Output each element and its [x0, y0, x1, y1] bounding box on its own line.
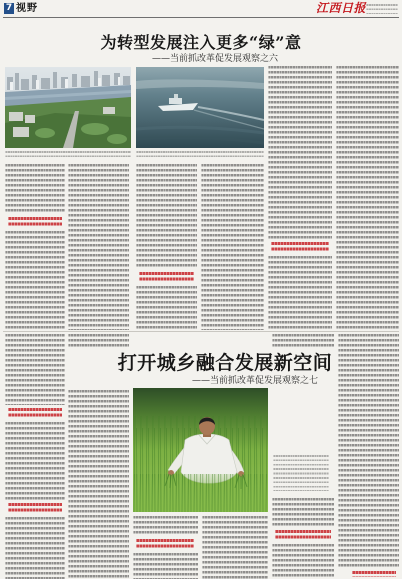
- section-subhead: [8, 503, 62, 514]
- body-text: [202, 516, 268, 579]
- article-subtitle: ——当前抓改革促发展观察之六: [152, 54, 279, 64]
- photo-farmer-rice-field: [133, 388, 268, 512]
- body-text: [272, 334, 334, 349]
- section-subhead: [136, 539, 194, 550]
- body-text: [68, 334, 129, 349]
- article-headline: 打开城乡融合发展新空间: [117, 352, 333, 374]
- body-text: [5, 334, 65, 405]
- body-text: [68, 164, 129, 330]
- photo-caption: [136, 151, 264, 160]
- body-text: [268, 256, 332, 330]
- section-name: 视野: [16, 3, 38, 14]
- photo-river-ship: [136, 67, 264, 148]
- article-divider: [3, 331, 399, 332]
- body-text: [136, 164, 197, 269]
- body-text: [5, 422, 65, 500]
- article-subtitle: ——当前抓改革促发展观察之七: [192, 376, 319, 386]
- header-rule: [3, 17, 399, 18]
- body-text: [5, 517, 65, 579]
- issue-date-text: [366, 4, 398, 14]
- page-number-badge: 7: [5, 3, 13, 13]
- photo-city-aerial: [5, 67, 131, 148]
- body-text: [68, 390, 129, 579]
- article-headline: 为转型发展注入更多“绿”意: [100, 33, 302, 52]
- body-text: [201, 164, 264, 330]
- body-text: [136, 286, 197, 330]
- photo-caption: [273, 455, 329, 491]
- body-text: [272, 544, 334, 579]
- body-text: [133, 516, 198, 536]
- body-text: [5, 231, 65, 330]
- body-text: [5, 164, 65, 214]
- byline: [352, 571, 396, 577]
- section-subhead: [275, 530, 331, 541]
- photo-caption: [5, 151, 131, 160]
- body-text: [338, 334, 399, 568]
- section-subhead: [8, 408, 62, 419]
- masthead-logo: 江西日报: [316, 1, 367, 15]
- body-text: [268, 66, 332, 239]
- body-text: [336, 66, 399, 330]
- body-text: [272, 498, 334, 527]
- section-subhead: [8, 217, 62, 228]
- section-subhead: [271, 242, 329, 253]
- section-subhead: [139, 272, 194, 283]
- body-text: [133, 553, 198, 579]
